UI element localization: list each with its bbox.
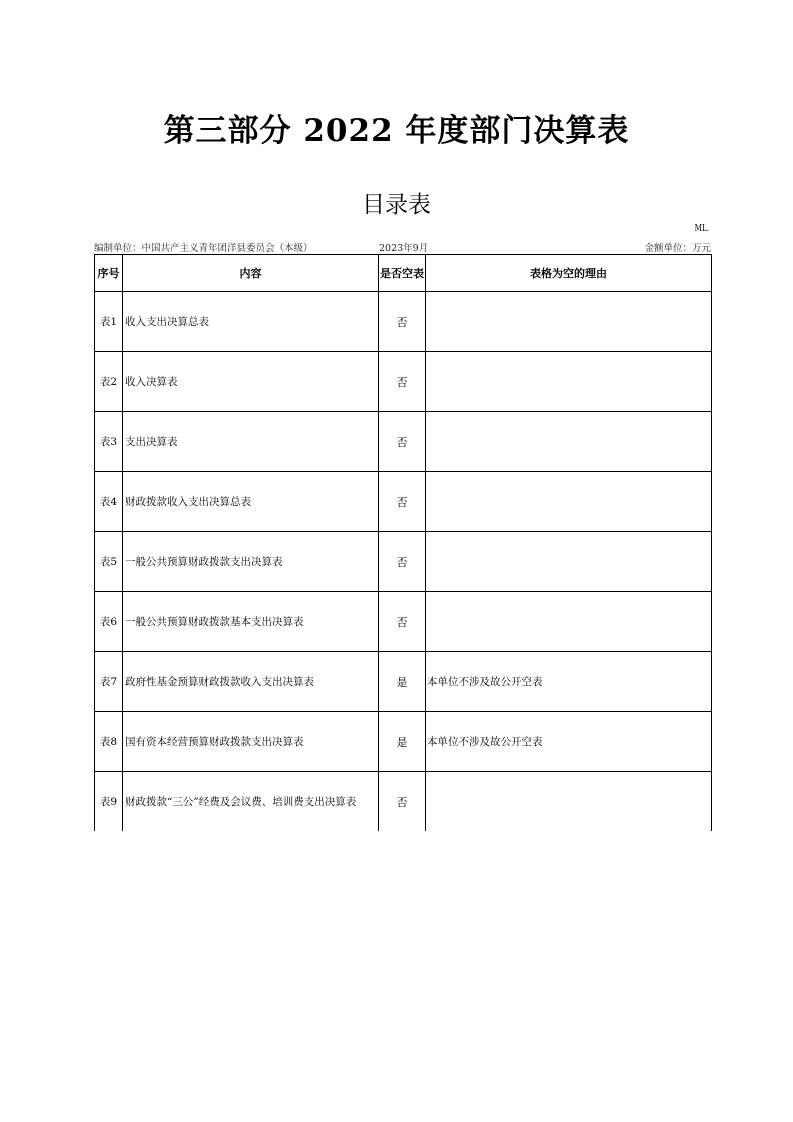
row-seq: 表5 <box>95 532 123 592</box>
row-is-empty: 是 <box>379 712 426 772</box>
meta-row <box>94 240 711 254</box>
row-seq: 表4 <box>95 472 123 532</box>
row-reason <box>426 772 712 832</box>
row-content: 支出决算表 <box>123 412 379 472</box>
row-is-empty: 否 <box>379 412 426 472</box>
table-row <box>95 772 712 832</box>
row-content: 一般公共预算财政拨款支出决算表 <box>123 532 379 592</box>
row-is-empty: 否 <box>379 472 426 532</box>
row-seq: 表7 <box>95 652 123 712</box>
header-seq: 序号 <box>95 255 123 292</box>
money-unit: 金额单位：万元 <box>644 243 711 254</box>
row-is-empty: 是 <box>379 652 426 712</box>
row-reason <box>426 412 712 472</box>
row-content: 政府性基金预算财政拨款收入支出决算表 <box>123 652 379 712</box>
table-row <box>95 592 712 652</box>
row-content: 财政拨款“三公”经费及会议费、培训费支出决算表 <box>123 772 379 832</box>
header-is-empty: 是否空表 <box>379 255 426 292</box>
row-reason <box>426 472 712 532</box>
row-is-empty: 否 <box>379 592 426 652</box>
row-seq: 表9 <box>95 772 123 832</box>
row-seq: 表8 <box>95 712 123 772</box>
row-content: 一般公共预算财政拨款基本支出决算表 <box>123 592 379 652</box>
row-seq: 表2 <box>95 352 123 412</box>
row-reason <box>426 352 712 412</box>
table-row <box>95 652 712 712</box>
row-content: 财政拨款收入支出决算总表 <box>123 472 379 532</box>
row-reason: 本单位不涉及故公开空表 <box>426 652 712 712</box>
row-is-empty: 否 <box>379 772 426 832</box>
row-reason: 本单位不涉及故公开空表 <box>426 712 712 772</box>
header-row <box>95 255 712 292</box>
header-empty-reason: 表格为空的理由 <box>426 255 712 292</box>
row-content: 收入决算表 <box>123 352 379 412</box>
row-is-empty: 否 <box>379 532 426 592</box>
row-reason <box>426 592 712 652</box>
header-content: 内容 <box>123 255 379 292</box>
row-reason <box>426 532 712 592</box>
row-is-empty: 否 <box>379 292 426 352</box>
row-content: 收入支出决算总表 <box>123 292 379 352</box>
row-seq: 表3 <box>95 412 123 472</box>
row-reason <box>426 292 712 352</box>
row-seq: 表6 <box>95 592 123 652</box>
table-row <box>95 352 712 412</box>
table-row <box>95 532 712 592</box>
row-seq: 表1 <box>95 292 123 352</box>
table-of-contents-title: 目录表 <box>362 192 431 218</box>
compile-date: 2023年9月 <box>379 243 429 254</box>
row-content: 国有资本经营预算财政拨款支出决算表 <box>123 712 379 772</box>
catalog-table <box>94 254 712 831</box>
table-row <box>95 712 712 772</box>
row-is-empty: 否 <box>379 352 426 412</box>
page-title: 第三部分 2022 年度部门决算表 <box>163 113 630 149</box>
table-row <box>95 412 712 472</box>
table-row <box>95 472 712 532</box>
table-row <box>95 292 712 352</box>
catalog-code: ML. <box>694 224 709 234</box>
compiling-unit: 编制单位：中国共产主义青年团洋县委员会（本级） <box>94 243 313 254</box>
